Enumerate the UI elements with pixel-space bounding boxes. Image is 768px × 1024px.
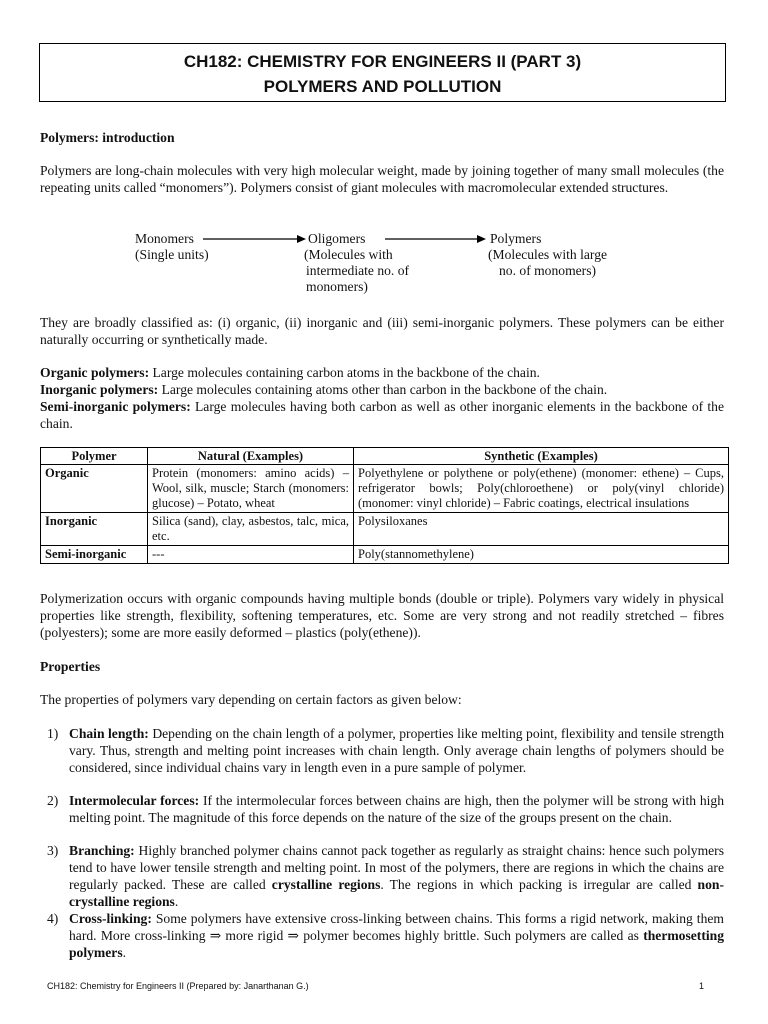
flow-oligomers-desc-1: (Molecules with [304, 247, 393, 262]
branching-text-c: . [174, 894, 179, 909]
list-item-number: 3) [47, 843, 59, 858]
list-item [40, 725, 724, 776]
inorganic-term: Inorganic polymers: [40, 382, 159, 397]
flow-arrow-2 [385, 233, 487, 245]
flow-polymers-desc-1: (Molecules with large [488, 247, 608, 262]
thermosetting-polymers-term: thermosetting polymers [69, 928, 724, 960]
table-cell-natural: Protein (monomers: amino acids) – Wool, silk, muscle; Starch (monomers: glucose) – Potato, wheat [148, 465, 354, 513]
table-cell-polymer: Semi-inorganic [41, 546, 148, 564]
classification-paragraph: They are broadly classified as: (i) organic, (ii) inorganic and (iii) semi-inorganic polymers. These polymers can be either naturally occurring or synthetically made. [40, 315, 724, 347]
table-cell-polymer: Inorganic [41, 513, 148, 546]
inorganic-definition [40, 381, 724, 398]
chain-length-text: Depending on the chain length of a polymer, properties like melting point, flexibility and tensile strength vary. Thus, strength and melting point increases with chain length. Only average chain lengths of polymers should be considered, since individual chains vary in length even in a pure sample of polymer. [69, 726, 724, 775]
crystalline-regions-term: crystalline regions [271, 877, 381, 892]
table-cell-polymer: Organic [41, 465, 148, 513]
table-cell-synthetic: Polysiloxanes [354, 513, 729, 546]
organic-def-text: Large molecules containing carbon atoms in the backbone of the chain. [149, 365, 540, 380]
flow-polymers-label: Polymers [490, 231, 542, 246]
list-item [40, 842, 724, 910]
table-cell-synthetic: Poly(stannomethylene) [354, 546, 729, 564]
list-item [40, 792, 724, 826]
organic-term: Organic polymers: [40, 365, 150, 380]
flow-oligomers-desc-2: intermediate no. of [306, 263, 410, 278]
table-header-natural: Natural (Examples) [148, 448, 354, 465]
properties-intro: The properties of polymers vary depending on certain factors as given below: [40, 692, 462, 707]
table-cell-natural: Silica (sand), clay, asbestos, talc, mica, etc. [148, 513, 354, 546]
inorganic-def-text: Large molecules containing atoms other than carbon in the backbone of the chain. [158, 382, 608, 397]
semi-term: Semi-inorganic polymers: [40, 399, 191, 414]
document-title: CH182: CHEMISTRY FOR ENGINEERS II (PART 3) [183, 52, 582, 71]
footer-text: CH182: Chemistry for Engineers II (Prepared by: Janarthanan G.) [47, 981, 309, 991]
flow-arrow-1 [203, 233, 307, 245]
intermolecular-forces-term: Intermolecular forces: [69, 793, 200, 808]
table-row [41, 465, 729, 513]
flow-polymers-desc-2: no. of monomers) [499, 263, 597, 278]
cross-linking-text-b: . [122, 945, 127, 960]
table-header-polymer: Polymer [41, 448, 148, 465]
intermolecular-forces-text: If the intermolecular forces between chains are high, then the polymer will be strong with high melting point. The magnitude of this force depends on the nature of the size of the groups present on the chain. [69, 793, 724, 825]
document-subtitle: POLYMERS AND POLLUTION [263, 77, 502, 96]
list-item-number: 4) [47, 911, 59, 926]
list-item-number: 1) [47, 726, 59, 741]
intro-paragraph: Polymers are long-chain molecules with very high molecular weight, made by joining together of many small molecules (the repeating units called “monomers”). Polymers consist of giant molecules with macromolecular extended structures. [40, 163, 724, 195]
cross-linking-term: Cross-linking: [69, 911, 152, 926]
table-cell-synthetic: Polyethylene or polythene or poly(ethene) (monomer: ethene) – Cups, refrigerator bowls; Poly(chloroethene) or poly(vinyl chloride) (monomer: vinyl chloride) – Fabric coatings, electrical insulations [354, 465, 729, 513]
table-cell-natural: --- [148, 546, 354, 564]
page-number: 1 [699, 981, 705, 991]
list-item-number: 2) [47, 793, 59, 808]
non-crystalline-regions-term: non-crystalline regions [69, 877, 724, 909]
title-box [39, 43, 726, 102]
flow-oligomers-desc-3: monomers) [306, 279, 368, 294]
list-item [40, 910, 724, 961]
table-row [41, 513, 729, 546]
chain-length-term: Chain length: [69, 726, 149, 741]
branching-term: Branching: [69, 843, 135, 858]
flow-monomers-label: Monomers [135, 231, 194, 246]
semi-def-text: Large molecules having both carbon as well as other inorganic elements in the backbone of the chain. [40, 399, 725, 431]
flow-oligomers-label: Oligomers [308, 231, 366, 246]
table-header-synthetic: Synthetic (Examples) [354, 448, 729, 465]
table-header-row [41, 448, 729, 465]
branching-text-b: . The regions in which packing is irregular are called [380, 877, 698, 892]
table-row [41, 546, 729, 564]
flow-monomers-desc: (Single units) [135, 247, 209, 262]
branching-text-a: Highly branched polymer chains cannot pack together as regularly as straight chains: hence such polymers tend to have lower tensile strength and melting point. In most of the polymers, there are regions in which the chains are regularly packed. These are called [69, 843, 724, 892]
organic-definition [40, 364, 724, 381]
polymerization-paragraph: Polymerization occurs with organic compounds having multiple bonds (double or triple). Polymers vary widely in physical properties like strength, flexibility, softening temperatures, etc. Some are very strong and not readily stretched – fibres (polyesters); some are more easily deformed – plastics (poly(ethene)). [40, 591, 724, 640]
cross-linking-text-a: Some polymers have extensive cross-linking between chains. This forms a rigid network, making them hard. More cross-linking ⇒ more rigid ⇒ polymer becomes highly brittle. Such polymers are called as [69, 911, 724, 943]
properties-heading: Properties [40, 659, 101, 674]
semi-inorganic-definition [40, 398, 724, 432]
polymer-examples-table [40, 447, 729, 564]
intro-heading: Polymers: introduction [40, 130, 175, 145]
